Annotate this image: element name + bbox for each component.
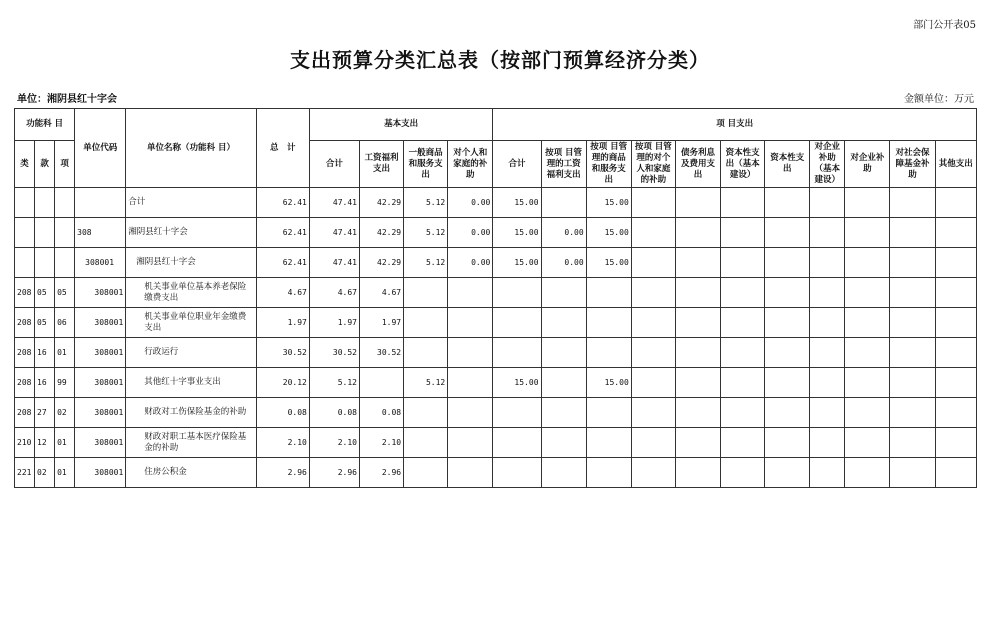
cell-project-social-security — [890, 278, 935, 308]
cell-project-capital — [765, 338, 810, 368]
cell-project-capital — [765, 218, 810, 248]
cell-lei: 208 — [15, 278, 35, 308]
cell-project-total — [493, 398, 541, 428]
cell-project-goods-services: 15.00 — [586, 248, 631, 278]
cell-project-total — [493, 278, 541, 308]
cell-unit-name: 机关事业单位基本养老保险缴费支出 — [126, 278, 256, 308]
cell-basic-goods-services: 5.12 — [404, 188, 448, 218]
cell-project-total: 15.00 — [493, 368, 541, 398]
cell-project-enterprise-construction — [810, 458, 845, 488]
cell-total: 62.41 — [256, 248, 309, 278]
header-project-total: 合计 — [493, 141, 541, 188]
header-project-capital: 资本性支出 — [765, 141, 810, 188]
cell-lei — [15, 248, 35, 278]
cell-basic-goods-services — [404, 338, 448, 368]
cell-project-debt-interest — [675, 458, 720, 488]
cell-project-other — [935, 338, 976, 368]
cell-project-capital — [765, 308, 810, 338]
cell-project-total: 15.00 — [493, 248, 541, 278]
cell-project-personal-subsidy — [631, 398, 675, 428]
page-title: 支出预算分类汇总表（按部门预算经济分类） — [290, 48, 710, 72]
cell-project-enterprise-subsidy — [845, 308, 890, 338]
header-basic-goods-services: 一般商品和服务支出 — [404, 141, 448, 188]
cell-total: 62.41 — [256, 218, 309, 248]
cell-project-enterprise-subsidy — [845, 368, 890, 398]
cell-project-personal-subsidy — [631, 308, 675, 338]
cell-unit-name: 财政对职工基本医疗保险基金的补助 — [126, 428, 256, 458]
header-project-enterprise-construction: 对企业补助（基本建设） — [810, 141, 845, 188]
cell-project-debt-interest — [675, 188, 720, 218]
header-project-goods-services: 按项 目管理的商品和服务支出 — [586, 141, 631, 188]
cell-project-enterprise-subsidy — [845, 458, 890, 488]
cell-project-capital-construction — [721, 248, 765, 278]
cell-project-other — [935, 458, 976, 488]
cell-kuan: 12 — [35, 428, 55, 458]
cell-basic-total: 0.08 — [309, 398, 359, 428]
cell-project-wages — [541, 308, 586, 338]
cell-basic-wages — [359, 368, 403, 398]
cell-project-enterprise-subsidy — [845, 278, 890, 308]
cell-project-social-security — [890, 368, 935, 398]
cell-unit-code: 308001 — [75, 278, 126, 308]
header-total: 总 计 — [256, 109, 309, 188]
cell-lei — [15, 218, 35, 248]
cell-project-personal-subsidy — [631, 278, 675, 308]
cell-total: 20.12 — [256, 368, 309, 398]
cell-basic-goods-services: 5.12 — [404, 368, 448, 398]
cell-basic-total: 2.10 — [309, 428, 359, 458]
cell-project-personal-subsidy — [631, 218, 675, 248]
cell-kuan — [35, 248, 55, 278]
cell-basic-goods-services — [404, 278, 448, 308]
cell-project-goods-services — [586, 428, 631, 458]
cell-total: 1.97 — [256, 308, 309, 338]
cell-total: 2.10 — [256, 428, 309, 458]
cell-project-debt-interest — [675, 368, 720, 398]
header-project-capital-construction: 资本性支出（基本建设） — [721, 141, 765, 188]
cell-project-debt-interest — [675, 218, 720, 248]
cell-total: 4.67 — [256, 278, 309, 308]
cell-project-wages — [541, 278, 586, 308]
cell-project-other — [935, 188, 976, 218]
cell-lei: 208 — [15, 308, 35, 338]
cell-project-debt-interest — [675, 428, 720, 458]
cell-basic-personal-subsidy — [448, 368, 493, 398]
cell-basic-personal-subsidy: 0.00 — [448, 248, 493, 278]
table-row — [15, 248, 977, 278]
cell-lei: 210 — [15, 428, 35, 458]
cell-project-enterprise-subsidy — [845, 428, 890, 458]
cell-project-capital — [765, 428, 810, 458]
cell-project-enterprise-subsidy — [845, 248, 890, 278]
cell-project-other — [935, 278, 976, 308]
cell-kuan: 16 — [35, 338, 55, 368]
cell-unit-code: 308 — [75, 218, 126, 248]
cell-basic-total: 5.12 — [309, 368, 359, 398]
cell-unit-code: 308001 — [75, 368, 126, 398]
cell-project-wages: 0.00 — [541, 218, 586, 248]
cell-unit-name: 湘阴县红十字会 — [126, 218, 256, 248]
cell-project-other — [935, 308, 976, 338]
cell-project-personal-subsidy — [631, 428, 675, 458]
cell-unit-code: 308001 — [75, 458, 126, 488]
cell-lei: 208 — [15, 338, 35, 368]
cell-xiang: 01 — [55, 458, 75, 488]
cell-xiang: 01 — [55, 428, 75, 458]
cell-project-total — [493, 458, 541, 488]
cell-basic-total: 47.41 — [309, 248, 359, 278]
cell-project-social-security — [890, 218, 935, 248]
cell-project-social-security — [890, 428, 935, 458]
cell-project-capital-construction — [721, 338, 765, 368]
cell-lei — [15, 188, 35, 218]
cell-project-social-security — [890, 338, 935, 368]
cell-project-wages — [541, 338, 586, 368]
cell-project-social-security — [890, 248, 935, 278]
cell-unit-name: 财政对工伤保险基金的补助 — [126, 398, 256, 428]
cell-basic-wages: 0.08 — [359, 398, 403, 428]
cell-total: 30.52 — [256, 338, 309, 368]
cell-project-capital-construction — [721, 218, 765, 248]
header-func-subject: 功能科 目 — [15, 109, 75, 141]
header-project-social-security: 对社会保障基金补助 — [890, 141, 935, 188]
cell-project-personal-subsidy — [631, 368, 675, 398]
header-kuan: 款 — [35, 141, 55, 188]
budget-table — [14, 108, 977, 488]
cell-project-capital — [765, 248, 810, 278]
cell-project-capital-construction — [721, 278, 765, 308]
cell-project-capital-construction — [721, 308, 765, 338]
cell-basic-goods-services — [404, 308, 448, 338]
cell-basic-wages: 2.96 — [359, 458, 403, 488]
cell-unit-code: 308001 — [75, 398, 126, 428]
cell-project-goods-services: 15.00 — [586, 188, 631, 218]
cell-basic-goods-services — [404, 398, 448, 428]
cell-unit-code: 308001 — [75, 428, 126, 458]
cell-project-debt-interest — [675, 338, 720, 368]
cell-total: 2.96 — [256, 458, 309, 488]
cell-project-enterprise-construction — [810, 278, 845, 308]
cell-project-capital-construction — [721, 368, 765, 398]
table-row — [15, 458, 977, 488]
table-row — [15, 218, 977, 248]
cell-basic-wages: 42.29 — [359, 188, 403, 218]
cell-basic-goods-services — [404, 458, 448, 488]
cell-project-enterprise-construction — [810, 218, 845, 248]
cell-project-social-security — [890, 188, 935, 218]
cell-project-goods-services — [586, 278, 631, 308]
cell-project-capital — [765, 398, 810, 428]
header-basic-personal-subsidy: 对个人和家庭的补助 — [448, 141, 493, 188]
cell-xiang — [55, 248, 75, 278]
table-row — [15, 368, 977, 398]
cell-project-total — [493, 308, 541, 338]
cell-project-goods-services — [586, 458, 631, 488]
cell-project-wages — [541, 368, 586, 398]
cell-project-other — [935, 368, 976, 398]
cell-unit-name: 行政运行 — [126, 338, 256, 368]
cell-xiang — [55, 218, 75, 248]
cell-basic-total: 4.67 — [309, 278, 359, 308]
cell-project-enterprise-construction — [810, 398, 845, 428]
cell-project-enterprise-construction — [810, 428, 845, 458]
cell-project-enterprise-construction — [810, 338, 845, 368]
cell-project-social-security — [890, 398, 935, 428]
cell-project-other — [935, 428, 976, 458]
cell-lei: 208 — [15, 398, 35, 428]
header-project-personal-subsidy: 按项 目管理的对个人和家庭的补助 — [631, 141, 675, 188]
cell-project-enterprise-subsidy — [845, 218, 890, 248]
cell-project-capital — [765, 188, 810, 218]
cell-project-personal-subsidy — [631, 338, 675, 368]
cell-kuan: 02 — [35, 458, 55, 488]
header-basic-total: 合计 — [309, 141, 359, 188]
cell-project-debt-interest — [675, 308, 720, 338]
cell-basic-personal-subsidy — [448, 458, 493, 488]
cell-project-capital-construction — [721, 398, 765, 428]
header-project-other: 其他支出 — [935, 141, 976, 188]
cell-project-enterprise-subsidy — [845, 188, 890, 218]
cell-project-capital-construction — [721, 188, 765, 218]
table-row — [15, 398, 977, 428]
cell-total: 62.41 — [256, 188, 309, 218]
cell-project-wages — [541, 398, 586, 428]
cell-project-total: 15.00 — [493, 218, 541, 248]
cell-project-enterprise-construction — [810, 248, 845, 278]
cell-project-enterprise-construction — [810, 368, 845, 398]
cell-project-social-security — [890, 458, 935, 488]
header-project-wages: 按项 目管理的工资福利支出 — [541, 141, 586, 188]
cell-project-other — [935, 398, 976, 428]
header-basic-expenditure: 基本支出 — [309, 109, 493, 141]
cell-basic-total: 1.97 — [309, 308, 359, 338]
cell-kuan: 05 — [35, 308, 55, 338]
cell-project-wages — [541, 428, 586, 458]
table-row — [15, 188, 977, 218]
cell-basic-goods-services: 5.12 — [404, 248, 448, 278]
cell-project-other — [935, 248, 976, 278]
cell-basic-wages: 4.67 — [359, 278, 403, 308]
table-row — [15, 308, 977, 338]
cell-basic-wages: 42.29 — [359, 248, 403, 278]
cell-project-enterprise-construction — [810, 188, 845, 218]
cell-basic-wages: 1.97 — [359, 308, 403, 338]
cell-project-enterprise-subsidy — [845, 338, 890, 368]
header-unit-code: 单位代码 — [75, 109, 126, 188]
cell-basic-personal-subsidy — [448, 338, 493, 368]
cell-kuan — [35, 188, 55, 218]
cell-kuan — [35, 218, 55, 248]
cell-basic-total: 30.52 — [309, 338, 359, 368]
cell-unit-name: 合计 — [126, 188, 256, 218]
cell-lei: 208 — [15, 368, 35, 398]
cell-kuan: 05 — [35, 278, 55, 308]
cell-basic-personal-subsidy — [448, 428, 493, 458]
cell-xiang: 06 — [55, 308, 75, 338]
cell-project-goods-services — [586, 398, 631, 428]
cell-project-personal-subsidy — [631, 248, 675, 278]
cell-basic-personal-subsidy: 0.00 — [448, 188, 493, 218]
header-project-expenditure: 项 目支出 — [493, 109, 977, 141]
cell-project-personal-subsidy — [631, 458, 675, 488]
cell-project-capital — [765, 458, 810, 488]
cell-unit-name: 住房公积金 — [126, 458, 256, 488]
cell-project-goods-services: 15.00 — [586, 368, 631, 398]
cell-project-debt-interest — [675, 398, 720, 428]
cell-basic-goods-services: 5.12 — [404, 218, 448, 248]
unit-label: 单位：湘阴县红十字会 — [17, 94, 117, 105]
cell-project-capital-construction — [721, 428, 765, 458]
cell-basic-personal-subsidy: 0.00 — [448, 218, 493, 248]
cell-unit-name: 其他红十字事业支出 — [126, 368, 256, 398]
cell-project-wages — [541, 458, 586, 488]
cell-kuan: 27 — [35, 398, 55, 428]
cell-unit-code — [75, 188, 126, 218]
header-unit-name: 单位名称（功能科 目） — [126, 109, 256, 188]
cell-project-enterprise-subsidy — [845, 398, 890, 428]
cell-basic-total: 47.41 — [309, 218, 359, 248]
cell-project-debt-interest — [675, 278, 720, 308]
cell-xiang: 99 — [55, 368, 75, 398]
cell-xiang: 02 — [55, 398, 75, 428]
cell-basic-personal-subsidy — [448, 308, 493, 338]
cell-xiang — [55, 188, 75, 218]
cell-basic-personal-subsidy — [448, 398, 493, 428]
cell-project-enterprise-construction — [810, 308, 845, 338]
cell-unit-name: 湘阴县红十字会 — [126, 248, 256, 278]
cell-project-total — [493, 338, 541, 368]
cell-basic-goods-services — [404, 428, 448, 458]
cell-project-capital — [765, 278, 810, 308]
cell-basic-total: 2.96 — [309, 458, 359, 488]
cell-unit-name: 机关事业单位职业年金缴费支出 — [126, 308, 256, 338]
amount-unit-label: 金额单位：万元 — [904, 94, 974, 105]
cell-basic-wages: 30.52 — [359, 338, 403, 368]
cell-project-wages: 0.00 — [541, 248, 586, 278]
table-row — [15, 338, 977, 368]
cell-project-capital — [765, 368, 810, 398]
header-project-enterprise-subsidy: 对企业补助 — [845, 141, 890, 188]
cell-basic-total: 47.41 — [309, 188, 359, 218]
header-lei: 类 — [15, 141, 35, 188]
cell-project-other — [935, 218, 976, 248]
table-row — [15, 428, 977, 458]
cell-project-personal-subsidy — [631, 188, 675, 218]
cell-basic-personal-subsidy — [448, 278, 493, 308]
cell-kuan: 16 — [35, 368, 55, 398]
cell-project-goods-services: 15.00 — [586, 218, 631, 248]
cell-project-capital-construction — [721, 458, 765, 488]
cell-project-goods-services — [586, 308, 631, 338]
cell-unit-code: 308001 — [75, 308, 126, 338]
header-project-debt-interest: 债务利息及费用支出 — [675, 141, 720, 188]
cell-lei: 221 — [15, 458, 35, 488]
header-xiang: 项 — [55, 141, 75, 188]
table-body — [15, 188, 977, 488]
cell-unit-code: 308001 — [75, 248, 126, 278]
cell-project-total: 15.00 — [493, 188, 541, 218]
cell-unit-code: 308001 — [75, 338, 126, 368]
cell-project-social-security — [890, 308, 935, 338]
cell-total: 0.08 — [256, 398, 309, 428]
cell-basic-wages: 2.10 — [359, 428, 403, 458]
cell-project-goods-services — [586, 338, 631, 368]
form-number: 部门公开表05 — [913, 20, 976, 31]
table-row — [15, 278, 977, 308]
header-basic-wages: 工资福利支出 — [359, 141, 403, 188]
cell-project-total — [493, 428, 541, 458]
cell-project-debt-interest — [675, 248, 720, 278]
cell-project-wages — [541, 188, 586, 218]
cell-basic-wages: 42.29 — [359, 218, 403, 248]
cell-xiang: 05 — [55, 278, 75, 308]
cell-xiang: 01 — [55, 338, 75, 368]
